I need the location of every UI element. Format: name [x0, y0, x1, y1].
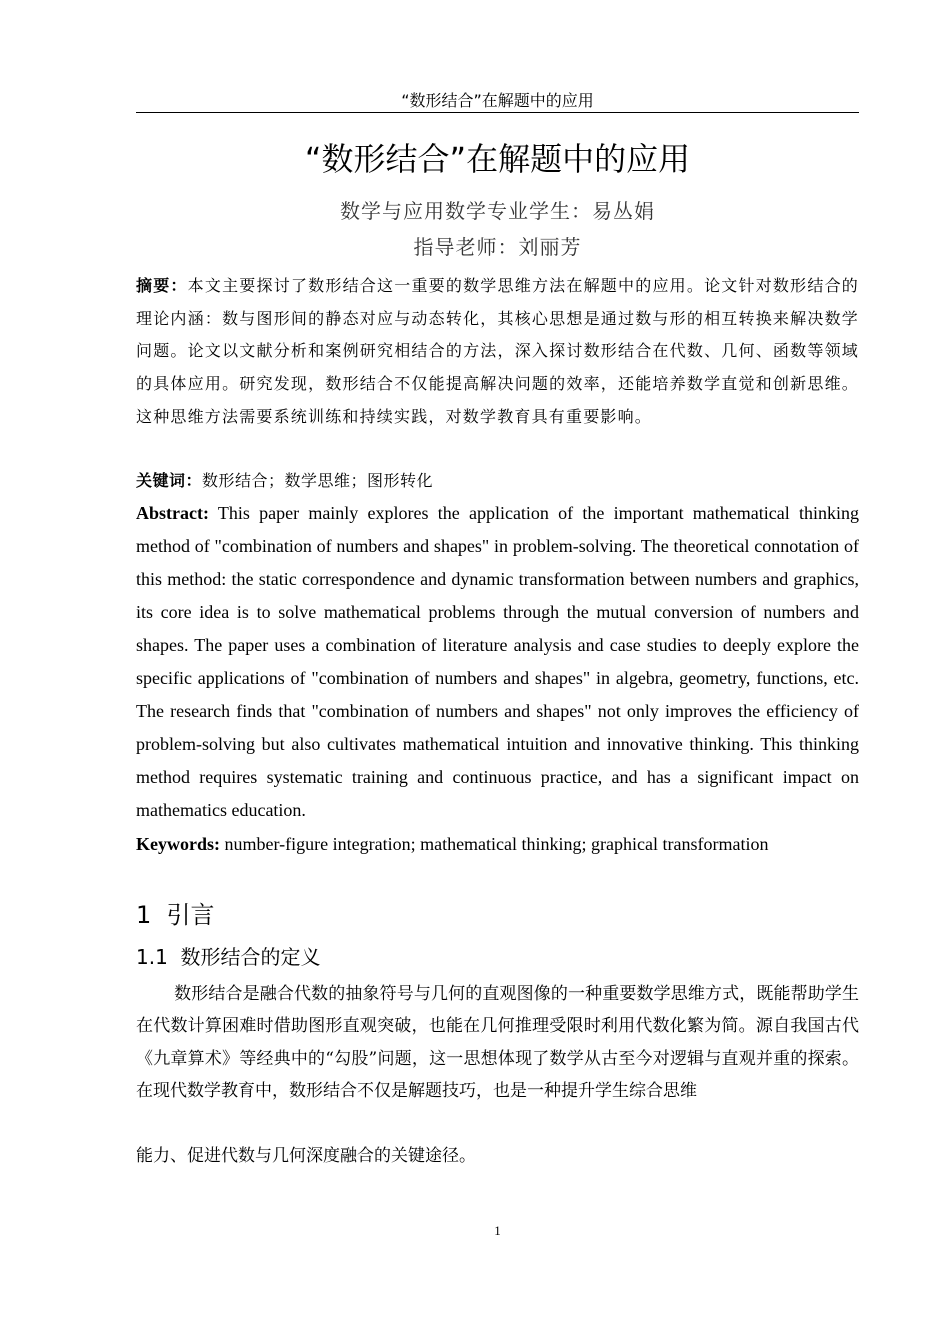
body-paragraph	[136, 978, 859, 1107]
subsection-heading: 1.1 数形结合的定义	[136, 945, 321, 969]
running-header: “数形结合”在解题中的应用	[401, 91, 594, 110]
chinese-keywords-text: 数形结合；数学思维；图形转化	[202, 471, 434, 490]
body-paragraph-text: 数形结合是融合代数的抽象符号与几何的直观图像的一种重要数学思维方式，既能帮助学生在代数计算困难时借助图形直观突破，也能在几何推理受限时利用代数化繁为简。源自我国古代《九章算术》等经典中的“勾股”问题，这一思想体现了数学从古至今对逻辑与直观并重的探索。在现代数学教育中，数形结合不仅是解题技巧，也是一种提升学生综合思维	[136, 984, 859, 1101]
advisor-line: 指导老师：刘丽芳	[413, 235, 582, 259]
page-number: 1	[494, 1223, 501, 1238]
english-abstract-text: This paper mainly explores the application of the important mathematical thinking method of "combination of numbers and shapes" in problem-solving. The theoretical connotation of this method: the static correspondence and dynamic transformation between numbers and graphics, its core idea is to solve mathematical problems through the mutual conversion of numbers and shapes. The paper uses a combination of literature analysis and case studies to deeply explore the specific applications of "combination of numbers and shapes" in algebra, geometry, functions, etc. The research finds that "combination of numbers and shapes" not only improves the efficiency of problem-solving but also cultivates mathematical intuition and innovative thinking. This thinking method requires systematic training and continuous practice, and has a significant impact on mathematics education.	[136, 503, 859, 820]
chinese-keywords-label: 关键词：	[136, 471, 203, 490]
section-heading: 1 引言	[136, 901, 215, 929]
chinese-abstract-label: 摘要：	[136, 276, 188, 295]
english-keywords-text: number-figure integration; mathematical thinking; graphical transformation	[220, 834, 769, 854]
english-keywords-label: Keywords:	[136, 834, 220, 854]
header-rule	[136, 112, 859, 113]
english-keywords	[136, 828, 859, 860]
paper-title: “数形结合”在解题中的应用	[304, 140, 691, 178]
body-paragraph-continued: 能力、促进代数与几何深度融合的关键途径。	[136, 1146, 476, 1166]
chinese-abstract	[136, 270, 859, 434]
chinese-keywords	[136, 466, 859, 496]
chinese-abstract-text: 本文主要探讨了数形结合这一重要的数学思维方法在解题中的应用。论文针对数形结合的理论内涵：数与图形间的静态对应与动态转化，其核心思想是通过数与形的相互转换来解决数学问题。论文以文献分析和案例研究相结合的方法，深入探讨数形结合在代数、几何、函数等领域的具体应用。研究发现，数形结合不仅能提高解决问题的效率，还能培养数学直觉和创新思维。这种思维方法需要系统训练和持续实践，对数学教育具有重要影响。	[136, 276, 859, 426]
english-abstract	[136, 497, 859, 827]
english-abstract-label: Abstract:	[136, 503, 209, 523]
author-line: 数学与应用数学专业学生：易丛娟	[340, 199, 655, 223]
